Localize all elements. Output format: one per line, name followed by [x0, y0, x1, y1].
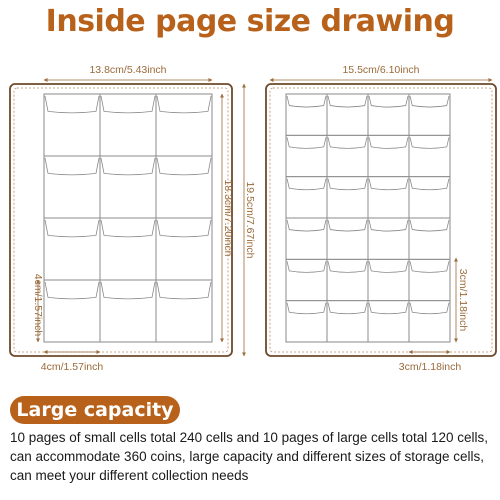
right-page	[266, 62, 496, 373]
left-outer-height-label: 19.5cm/7.67inch	[244, 181, 256, 259]
right-width-label: 15.5cm/6.10inch	[342, 64, 420, 76]
page-title: Inside page size drawing	[45, 4, 455, 39]
left-width-label: 13.8cm/5.43inch	[89, 64, 167, 76]
right-cell-height-label: 3cm/1.18inch	[457, 268, 469, 332]
capacity-description: 10 pages of small cells total 240 cells and 10 pages of large cells total 120 cells, can accommodate 360 coins, large capacity and different sizes of storage cells, can meet your different collection needs	[10, 430, 489, 483]
left-inner-height-label: 18.3cm/7.20inch	[222, 179, 234, 257]
right-cell-width-label: 3cm/1.18inch	[398, 361, 462, 373]
left-cell-height-label: 4cm/1.57inch	[32, 273, 44, 337]
large-capacity-badge: Large capacity	[10, 396, 180, 424]
left-cell-width-label: 4cm/1.57inch	[40, 361, 104, 373]
left-page	[10, 62, 256, 373]
